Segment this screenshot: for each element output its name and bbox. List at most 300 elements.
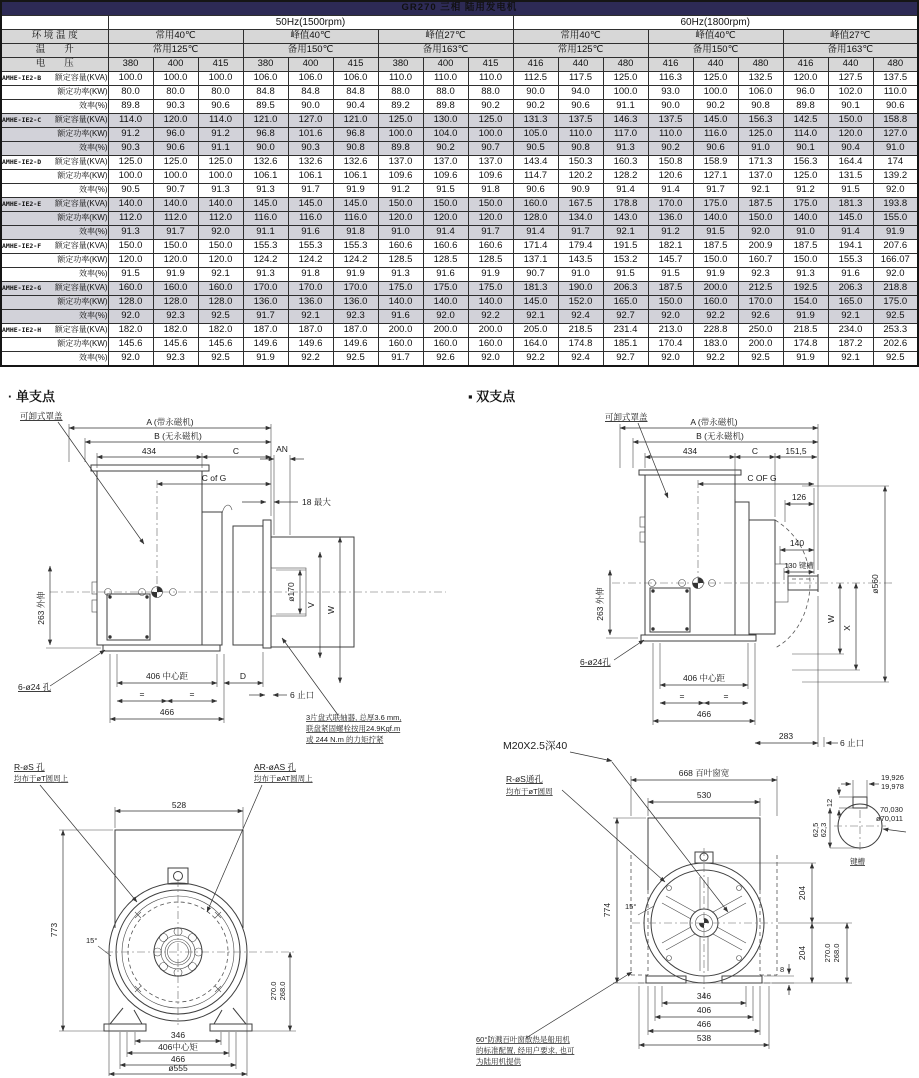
row-label-cell [1, 142, 108, 156]
dimension-lines [570, 423, 889, 761]
dim-shaft-dia-upper: 70,030 [880, 805, 903, 814]
keyway-label: 键槽 [850, 857, 865, 866]
section-label: 单支点 [15, 389, 55, 404]
value-cell: 91.7 [693, 184, 738, 198]
spec-row-AMHE-IE2-B-1 [1, 86, 918, 100]
dim-A: A (带永磁机) [690, 417, 738, 427]
value-cell: 92.0 [468, 352, 513, 367]
value-cell: 92.1 [198, 268, 243, 282]
value-cell: 158.9 [693, 156, 738, 170]
value-cell: 91.9 [243, 352, 288, 367]
value-cell: 92.3 [738, 268, 783, 282]
value-cell: 174 [873, 156, 918, 170]
value-cell: 170.0 [738, 296, 783, 310]
row-label-cell [1, 352, 108, 367]
spec-row-AMHE-IE2-G-1 [1, 296, 918, 310]
value-cell: 116.3 [648, 72, 693, 86]
value-cell: 200.0 [468, 324, 513, 338]
value-cell: 160.7 [738, 254, 783, 268]
value-cell: 253.3 [873, 324, 918, 338]
ambient-cell: 峰值40℃ [243, 30, 378, 44]
value-cell: 91.0 [738, 142, 783, 156]
dim-B: B (无永磁机) [696, 431, 744, 441]
value-cell: 150.0 [693, 254, 738, 268]
metric-label: 额定功率(KW) [57, 129, 108, 139]
value-cell: 90.1 [828, 100, 873, 114]
dim-cofg: C of G [201, 473, 227, 483]
value-cell: 91.7 [153, 226, 198, 240]
model-name: AMHE-IE2-H [2, 325, 42, 334]
dim-AN: AN [276, 444, 288, 454]
row-label-cell [1, 268, 108, 282]
value-cell: 100.0 [108, 72, 153, 86]
value-cell: 149.6 [243, 338, 288, 352]
value-cell: 174.8 [783, 338, 828, 352]
bullet-dot-icon: · [8, 389, 13, 404]
value-cell: 106.1 [288, 170, 333, 184]
metric-label: 效率(%) [79, 269, 108, 279]
value-cell: 140.0 [468, 296, 513, 310]
dim-668-louver: 668 百叶窗宽 [678, 768, 730, 778]
dim-434: 434 [682, 446, 698, 456]
value-cell: 91.8 [333, 226, 378, 240]
value-cell: 120.0 [423, 212, 468, 226]
value-cell: 102.0 [828, 86, 873, 100]
value-cell: 228.8 [693, 324, 738, 338]
value-cell: 145.0 [693, 114, 738, 128]
spec-row-AMHE-IE2-G-2 [1, 310, 918, 324]
value-cell: 91.2 [378, 184, 423, 198]
row-label-cell [1, 184, 108, 198]
value-cell: 90.3 [153, 100, 198, 114]
single-bearing-side-view-drawing [6, 402, 458, 758]
corner-empty-cell [1, 16, 108, 30]
metric-label: 效率(%) [79, 101, 108, 111]
value-cell: 137.0 [738, 170, 783, 184]
value-cell: 92.0 [873, 268, 918, 282]
value-cell: 190.0 [558, 282, 603, 296]
value-cell: 125.0 [738, 128, 783, 142]
holes-6-24-label: 6-ø24 孔 [18, 682, 52, 692]
value-cell: 80.0 [108, 86, 153, 100]
value-cell: 187.5 [693, 240, 738, 254]
row-label-cell [1, 254, 108, 268]
value-cell: 128.0 [108, 296, 153, 310]
row-label-cell [1, 296, 108, 310]
value-cell: 116.0 [243, 212, 288, 226]
value-cell: 170.0 [243, 282, 288, 296]
value-cell: 178.8 [603, 198, 648, 212]
value-cell: 92.5 [198, 310, 243, 324]
dim-773: 773 [49, 922, 59, 938]
ambient-cell: 峰值40℃ [648, 30, 783, 44]
value-cell: 109.6 [378, 170, 423, 184]
value-cell: 92.5 [333, 352, 378, 367]
value-cell: 104.0 [423, 128, 468, 142]
row-label-cell [1, 324, 108, 338]
value-cell: 150.0 [828, 114, 873, 128]
voltage-header-cell: 380 [243, 58, 288, 72]
metric-label: 额定功率(KW) [57, 87, 108, 97]
value-cell: 156.3 [738, 114, 783, 128]
rs-holes-label-line2: 均布于øT圆周上 [14, 774, 69, 783]
metric-label: 额定容量(KVA) [54, 241, 108, 251]
value-cell: 101.6 [288, 128, 333, 142]
value-cell: 92.2 [513, 352, 558, 367]
value-cell: 182.0 [108, 324, 153, 338]
value-cell: 179.4 [558, 240, 603, 254]
value-cell: 160.0 [423, 338, 468, 352]
value-cell: 127.0 [288, 114, 333, 128]
dim-270: 270.0 [269, 981, 278, 1001]
value-cell: 90.2 [648, 142, 693, 156]
value-cell: 160.3 [603, 156, 648, 170]
voltage-header-cell: 415 [333, 58, 378, 72]
value-cell: 120.0 [828, 128, 873, 142]
value-cell: 140.0 [783, 212, 828, 226]
value-cell: 185.1 [603, 338, 648, 352]
value-cell: 128.0 [198, 296, 243, 310]
value-cell: 139.2 [873, 170, 918, 184]
two-bearing-side-view-drawing [462, 402, 917, 762]
value-cell: 90.7 [153, 184, 198, 198]
value-cell: 92.1 [603, 226, 648, 240]
dim-268: 268.0 [278, 981, 287, 1001]
value-cell: 132.6 [333, 156, 378, 170]
value-cell: 182.0 [198, 324, 243, 338]
ambient-cell: 峰值27℃ [783, 30, 918, 44]
value-cell: 160.0 [693, 296, 738, 310]
value-cell: 187.0 [243, 324, 288, 338]
value-cell: 127.0 [873, 128, 918, 142]
value-cell: 92.0 [108, 310, 153, 324]
dim-528: 528 [171, 800, 187, 810]
value-cell: 132.6 [243, 156, 288, 170]
ambient-cell: 常用40℃ [108, 30, 243, 44]
value-cell: 137.1 [513, 254, 558, 268]
model-name: AMHE-IE2-E [2, 199, 42, 208]
value-cell: 91.2 [108, 128, 153, 142]
dim-W: W [826, 614, 836, 624]
value-cell: 91.3 [243, 184, 288, 198]
metric-label: 额定容量(KVA) [54, 157, 108, 167]
value-cell: 96.8 [243, 128, 288, 142]
value-cell: 202.6 [873, 338, 918, 352]
dim-15deg: 15° [625, 902, 637, 911]
value-cell: 127.1 [693, 170, 738, 184]
value-cell: 200.0 [738, 338, 783, 352]
value-cell: 91.3 [243, 268, 288, 282]
value-cell: 106.0 [243, 72, 288, 86]
value-cell: 205.0 [513, 324, 558, 338]
value-cell: 91.2 [198, 128, 243, 142]
dim-283: 283 [778, 731, 794, 741]
value-cell: 150.0 [108, 240, 153, 254]
temp-rise-row [1, 44, 918, 58]
removable-cover-label: 可卸式罩盖 [20, 411, 63, 421]
value-cell: 121.0 [333, 114, 378, 128]
value-cell: 92.0 [198, 226, 243, 240]
value-cell: 112.0 [108, 212, 153, 226]
value-cell: 120.0 [108, 254, 153, 268]
value-cell: 127.5 [828, 72, 873, 86]
value-cell: 100.0 [198, 170, 243, 184]
value-cell: 92.5 [738, 352, 783, 367]
value-cell: 149.6 [333, 338, 378, 352]
spec-row-AMHE-IE2-B-0 [1, 72, 918, 86]
value-cell: 125.0 [783, 170, 828, 184]
value-cell: 200.0 [378, 324, 423, 338]
value-cell: 91.9 [333, 184, 378, 198]
spec-row-AMHE-IE2-E-1 [1, 212, 918, 226]
value-cell: 89.8 [423, 100, 468, 114]
value-cell: 212.5 [738, 282, 783, 296]
value-cell: 192.5 [783, 282, 828, 296]
value-cell: 116.0 [693, 128, 738, 142]
value-cell: 125.0 [468, 114, 513, 128]
dim-15deg: 15° [86, 936, 98, 945]
value-cell: 91.4 [648, 184, 693, 198]
value-cell: 91.6 [378, 310, 423, 324]
value-cell: 90.6 [513, 184, 558, 198]
value-cell: 91.0 [558, 268, 603, 282]
value-cell: 187.0 [333, 324, 378, 338]
dim-538: 538 [696, 1033, 712, 1043]
value-cell: 92.6 [423, 352, 468, 367]
value-cell: 91.4 [513, 226, 558, 240]
metric-label: 额定容量(KVA) [54, 73, 108, 83]
dim-406: 406 [696, 1005, 712, 1015]
value-cell: 160.0 [468, 338, 513, 352]
value-cell: 150.8 [648, 156, 693, 170]
value-cell: 175.0 [873, 296, 918, 310]
row-label-cell [1, 72, 108, 86]
value-cell: 94.0 [558, 86, 603, 100]
value-cell: 165.0 [603, 296, 648, 310]
dim-phi555: ø555 [168, 1063, 188, 1073]
spec-row-AMHE-IE2-D-2 [1, 184, 918, 198]
value-cell: 116.0 [333, 212, 378, 226]
rise-cell: 备用163℃ [378, 44, 513, 58]
value-cell: 200.9 [738, 240, 783, 254]
dim-130-keyway: 130 键槽 [784, 561, 814, 570]
value-cell: 114.7 [513, 170, 558, 184]
value-cell: 117.0 [603, 128, 648, 142]
value-cell: 80.0 [198, 86, 243, 100]
value-cell: 206.3 [828, 282, 873, 296]
value-cell: 175.0 [468, 282, 513, 296]
value-cell: 90.9 [558, 184, 603, 198]
value-cell: 170.0 [288, 282, 333, 296]
dim-phi170: ø170 [286, 582, 296, 602]
metric-label: 额定功率(KW) [57, 339, 108, 349]
value-cell: 160.0 [198, 282, 243, 296]
value-cell: 155.3 [333, 240, 378, 254]
metric-label: 额定容量(KVA) [54, 115, 108, 125]
value-cell: 140.0 [153, 198, 198, 212]
value-cell: 90.2 [423, 142, 468, 156]
value-cell: 143.0 [603, 212, 648, 226]
value-cell: 187.5 [783, 240, 828, 254]
value-cell: 92.1 [513, 310, 558, 324]
value-cell: 145.6 [108, 338, 153, 352]
value-cell: 89.5 [243, 100, 288, 114]
voltage-header-cell: 480 [873, 58, 918, 72]
temp-rise-label: 温 升 [1, 44, 108, 58]
coupling-note-line3: 或 244 N.m 的力矩拧紧 [306, 735, 384, 744]
value-cell: 110.0 [873, 86, 918, 100]
value-cell: 92.0 [648, 352, 693, 367]
value-cell: 171.4 [513, 240, 558, 254]
value-cell: 91.1 [243, 226, 288, 240]
dim-shaft-dia-lower: ø70,011 [876, 814, 903, 823]
value-cell: 90.4 [333, 100, 378, 114]
value-cell: 91.0 [873, 142, 918, 156]
value-cell: 128.5 [378, 254, 423, 268]
value-cell: 160.0 [153, 282, 198, 296]
value-cell: 91.7 [243, 310, 288, 324]
value-cell: 91.3 [783, 268, 828, 282]
voltage-header-cell: 416 [648, 58, 693, 72]
value-cell: 92.0 [873, 184, 918, 198]
metric-label: 额定功率(KW) [57, 255, 108, 265]
value-cell: 91.9 [693, 268, 738, 282]
value-cell: 90.7 [513, 268, 558, 282]
dim-466: 466 [170, 1054, 186, 1064]
value-cell: 132.5 [738, 72, 783, 86]
value-cell: 100.0 [153, 170, 198, 184]
spec-row-AMHE-IE2-F-1 [1, 254, 918, 268]
value-cell: 90.3 [288, 142, 333, 156]
spec-row-AMHE-IE2-C-0 [1, 114, 918, 128]
value-cell: 91.5 [108, 268, 153, 282]
value-cell: 89.8 [783, 100, 828, 114]
value-cell: 140.0 [198, 198, 243, 212]
value-cell: 100.0 [603, 86, 648, 100]
value-cell: 92.0 [108, 352, 153, 367]
value-cell: 109.6 [468, 170, 513, 184]
value-cell: 90.6 [693, 142, 738, 156]
value-cell: 140.0 [693, 212, 738, 226]
value-cell: 128.0 [153, 296, 198, 310]
dim-270: 270.0 [823, 943, 832, 963]
freq-60hz-header: 60Hz(1800rpm) [513, 16, 918, 30]
value-cell: 100.0 [153, 72, 198, 86]
metric-label: 效率(%) [79, 227, 108, 237]
value-cell: 91.9 [468, 268, 513, 282]
value-cell: 128.0 [513, 212, 558, 226]
ars-holes-label-line2: 均布于øAT圆周上 [254, 774, 313, 783]
metric-label: 额定功率(KW) [57, 171, 108, 181]
value-cell: 92.7 [603, 352, 648, 367]
value-cell: 153.2 [603, 254, 648, 268]
value-cell: 206.3 [603, 282, 648, 296]
value-cell: 106.1 [333, 170, 378, 184]
value-cell: 90.5 [108, 184, 153, 198]
value-cell: 124.2 [243, 254, 288, 268]
value-cell: 92.1 [738, 184, 783, 198]
dim-cofg: C OF G [747, 473, 777, 483]
value-cell: 100.0 [108, 170, 153, 184]
value-cell: 187.5 [648, 282, 693, 296]
ambient-temp-row [1, 30, 918, 44]
value-cell: 125.0 [603, 72, 648, 86]
value-cell: 160.0 [513, 198, 558, 212]
value-cell: 218.5 [783, 324, 828, 338]
value-cell: 112.0 [153, 212, 198, 226]
value-cell: 164.0 [513, 338, 558, 352]
value-cell: 90.8 [738, 100, 783, 114]
dim-204-upper: 204 [797, 885, 807, 901]
value-cell: 140.0 [108, 198, 153, 212]
value-cell: 90.2 [693, 100, 738, 114]
title-row [1, 1, 918, 16]
value-cell: 120.2 [558, 170, 603, 184]
voltage-header-cell: 416 [783, 58, 828, 72]
voltage-row [1, 58, 918, 72]
dim-X: X [842, 625, 852, 631]
voltage-header-cell: 380 [378, 58, 423, 72]
value-cell: 91.7 [468, 226, 513, 240]
value-cell: 114.0 [198, 114, 243, 128]
value-cell: 128.2 [603, 170, 648, 184]
value-cell: 116.0 [288, 212, 333, 226]
value-cell: 100.0 [468, 128, 513, 142]
rs-holes-label-line1: R-øS 孔 [14, 762, 45, 772]
value-cell: 91.6 [828, 268, 873, 282]
voltage-header-cell: 416 [513, 58, 558, 72]
value-cell: 181.3 [513, 282, 558, 296]
rise-cell: 备用150℃ [243, 44, 378, 58]
value-cell: 92.0 [423, 310, 468, 324]
spec-row-AMHE-IE2-H-0 [1, 324, 918, 338]
value-cell: 91.5 [693, 226, 738, 240]
value-cell: 200.0 [693, 282, 738, 296]
dimension-lines [46, 422, 340, 723]
dim-466: 466 [159, 707, 175, 717]
value-cell: 120.0 [198, 254, 243, 268]
value-cell: 175.0 [783, 198, 828, 212]
value-cell: 90.5 [513, 142, 558, 156]
value-cell: 170.4 [648, 338, 693, 352]
model-name: AMHE-IE2-C [2, 115, 42, 124]
value-cell: 90.3 [108, 142, 153, 156]
frequency-row [1, 16, 918, 30]
value-cell: 91.9 [333, 268, 378, 282]
dim-C: C [751, 446, 759, 456]
value-cell: 125.0 [693, 72, 738, 86]
ambient-cell: 峰值27℃ [378, 30, 513, 44]
value-cell: 155.0 [873, 212, 918, 226]
value-cell: 91.5 [648, 268, 693, 282]
voltage-header-cell: 440 [828, 58, 873, 72]
spec-row-AMHE-IE2-F-0 [1, 240, 918, 254]
value-cell: 88.0 [423, 86, 468, 100]
row-label-cell [1, 212, 108, 226]
value-cell: 91.8 [288, 268, 333, 282]
metric-label: 额定容量(KVA) [54, 283, 108, 293]
rise-cell: 备用150℃ [648, 44, 783, 58]
value-cell: 137.0 [378, 156, 423, 170]
dim-spigot: 6 止口 [290, 690, 315, 700]
dim-key-width-upper: 19,926 [881, 773, 904, 782]
value-cell: 84.8 [288, 86, 333, 100]
spec-row-AMHE-IE2-C-2 [1, 142, 918, 156]
spec-row-AMHE-IE2-D-1 [1, 170, 918, 184]
value-cell: 92.6 [738, 310, 783, 324]
spec-table [0, 0, 919, 367]
voltage-header-cell: 440 [558, 58, 603, 72]
